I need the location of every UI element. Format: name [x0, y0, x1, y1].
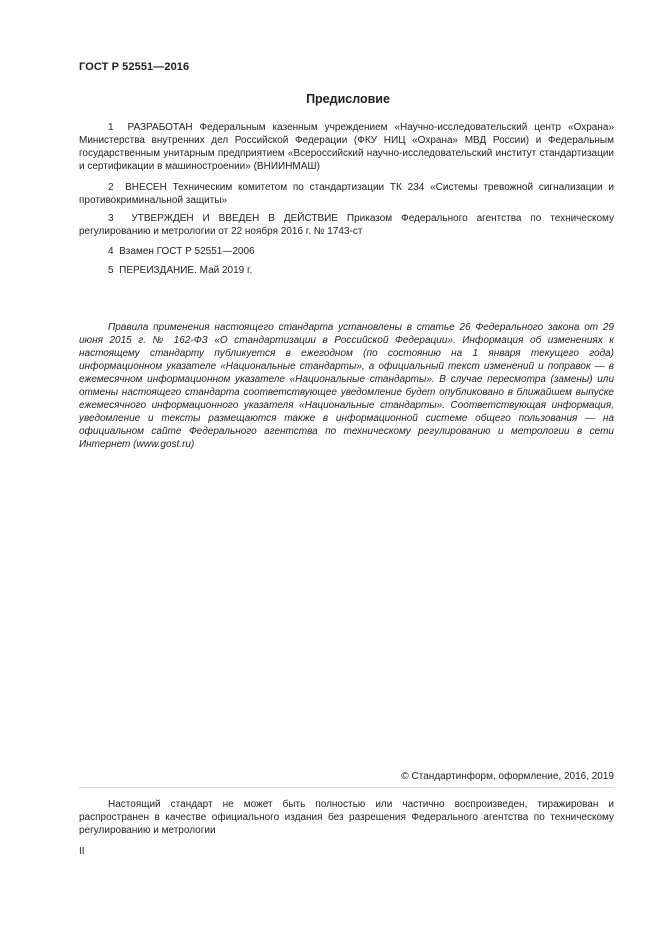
item-number: 2 [108, 182, 114, 193]
foreword-item-3 [79, 212, 614, 238]
item-text: Взамен ГОСТ Р 52551—2006 [119, 246, 255, 257]
item-number: 4 [108, 246, 114, 257]
item-number: 1 [108, 122, 114, 133]
item-text: РАЗРАБОТАН Федеральным казенным учреждением «Научно-исследовательский центр «Охрана» Министерства внутренних дел Российской Федерации (ФКУ НИЦ «Охрана» МВД России) и Федеральным государственным унитарным предприятием «Всероссийский научно-исследовательский институт стандартизации и сертификации в машиностроении» (ВНИИНМАШ) [79, 122, 615, 172]
foreword-item-1 [79, 121, 614, 173]
foreword-item-2 [79, 181, 614, 207]
item-number: 3 [108, 213, 114, 224]
divider [79, 787, 614, 788]
reproduction-notice: Настоящий стандарт не может быть полностью или частично воспроизведен, тиражирован и распространен в качестве официального издания без разрешения Федерального агентства по техническому регулированию и метрологии [79, 799, 614, 836]
item-text: ПЕРЕИЗДАНИЕ. Май 2019 г. [119, 265, 253, 276]
page-number: II [79, 846, 85, 857]
copyright-line: © Стандартинформ, оформление, 2016, 2019 [401, 771, 614, 782]
item-number: 5 [108, 265, 114, 276]
foreword-item-5 [79, 264, 614, 277]
page-title: Предисловие [306, 92, 390, 106]
item-text: ВНЕСЕН Техническим комитетом по стандартизации ТК 234 «Системы тревожной сигнализации и противокриминальной защиты» [79, 182, 614, 206]
item-text: УТВЕРЖДЕН И ВВЕДЕН В ДЕЙСТВИЕ Приказом Федерального агентства по техническому регулированию и метрологии от 22 ноября 2016 г. № 1743-ст [79, 213, 614, 237]
application-notice: Правила применения настоящего стандарта установлены в статье 26 Федерального закона от 29 июня 2015 г. № 162-ФЗ «О стандартизации в Российской Федерации». Информация об изменениях к настоящему стандарту публикуется в ежегодном (по состоянию на 1 января текущего года) информационном указателе «Национальные стандарты», а официальный текст изменений и поправок — в ежемесячном информационном указателе «Национальные стандарты». В случае пересмотра (замены) или отмены настоящего стандарта соответствующее уведомление будет опубликовано в ближайшем выпуске ежемесячного информационного указателя «Национальные стандарты». Соответствующая информация, уведомление и тексты размещаются также в информационной системе общего пользования — на официальном сайте Федерального агентства по техническому регулированию и метрологии в сети Интернет (www.gost.ru) [79, 322, 614, 450]
standard-code: ГОСТ Р 52551—2016 [79, 61, 190, 73]
foreword-item-4 [79, 245, 614, 258]
